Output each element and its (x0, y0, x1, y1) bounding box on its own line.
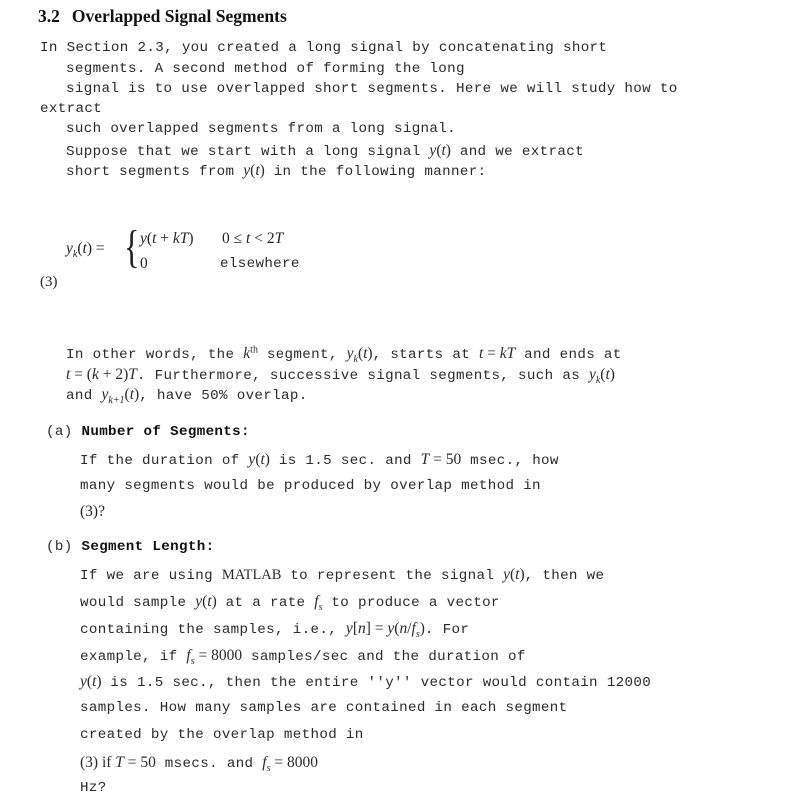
equation-case-2-value: 0 (140, 255, 148, 272)
intro-line-4: extract (40, 101, 103, 117)
section-title: Overlapped Signal Segments (71, 6, 287, 26)
part-b-line-7: created by the overlap method in (80, 727, 364, 743)
para2-line-1: In other words, the $k^{th}$ segment, $y_k(t)$, starts at t = kT and ends at (66, 344, 622, 365)
section-heading (38, 6, 287, 27)
intro-line-1: In Section 2.3, you created a long signal by concatenating short (40, 40, 608, 56)
part-a-line-2: many segments would be produced by overlap method in (80, 478, 541, 494)
section-number: 3.2 (38, 6, 60, 26)
equation-case-1-condition: 0 ≤ t < 2T (222, 230, 284, 247)
intro-line-5: such overlapped segments from a long signal. (66, 121, 457, 137)
intro-line-3: signal is to use overlapped short segments. Here we will study how to (66, 81, 678, 97)
part-b-line-1: If we are using MATLAB to represent the signal y(t), then we (80, 566, 605, 584)
intro-line-6b: and we extract (450, 144, 584, 160)
part-b-line-2: would sample y(t) at a rate $f_s$ to produce a vector (80, 593, 500, 613)
equation-case-2-condition: elsewhere (220, 256, 300, 272)
part-b-line-5: y(t) is 1.5 sec., then the entire ''y'' vector would contain 12000 (80, 673, 652, 691)
part-b-line-8: (3) if T = 50 msecs. and $f_s = 8000$ (80, 754, 319, 774)
part-b-title: Segment Length: (81, 539, 215, 555)
intro-line-7: short segments from y(t) in the following manner: (66, 162, 487, 180)
part-a-label: (a) (46, 424, 73, 440)
intro-line-6: Suppose that we start with a long signal y(t) and we extract (66, 142, 584, 160)
part-a-line-1: If the duration of y(t) is 1.5 sec. and T = 50 msec., how (80, 451, 559, 469)
math-y-t: y (243, 162, 251, 179)
part-b-line-3: containing the samples, i.e., $y[n] = y(n/f_s)$. For (80, 620, 470, 640)
part-a-line-3: (3)? (80, 503, 105, 520)
equation-label: (3) (40, 274, 58, 290)
part-b-line-9: Hz? (80, 780, 107, 796)
math-y-t: y (429, 142, 437, 159)
equation-lhs: $y_k(t)$ = (66, 240, 105, 261)
part-b-line-6: samples. How many samples are contained in each segment (80, 700, 568, 716)
intro-line-7a: short segments from (66, 164, 244, 180)
part-b-heading (46, 539, 214, 555)
part-a-title: Number of Segments: (81, 424, 250, 440)
intro-line-2: segments. A second method of forming the long (66, 61, 465, 77)
para2-line-2: t = (k + 2)T. Furthermore, successive signal segments, such as $y_k(t)$ (66, 366, 615, 386)
equation-brace: { (124, 221, 140, 272)
part-a-heading (46, 424, 250, 440)
para2-line-3: and $y_{k+1}(t)$, have 50% overlap. (66, 386, 308, 406)
part-b-label: (b) (46, 539, 73, 555)
part-b-line-4: example, if $f_s = 8000$ samples/sec and the duration of (80, 647, 526, 667)
equation-case-1-value: y(t + kT) (140, 230, 194, 247)
matlab-name: MATLAB (221, 567, 282, 583)
intro-line-6a: Suppose that we start with a long signal (66, 144, 430, 160)
intro-line-7b: in the following manner: (264, 164, 487, 180)
